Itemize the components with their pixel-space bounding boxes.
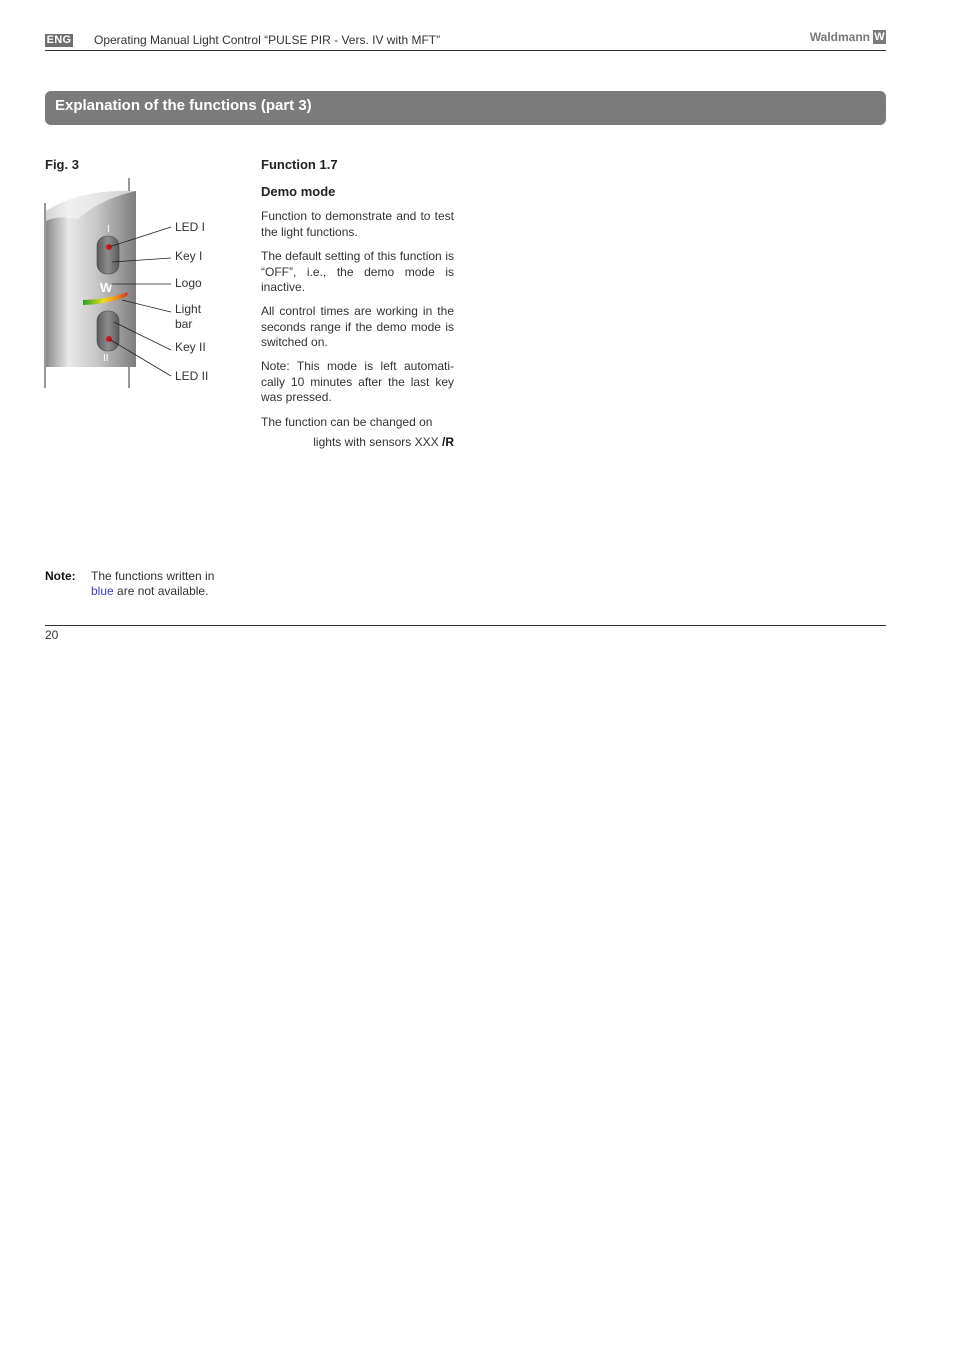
function-name: Demo mode [261, 184, 336, 199]
callout-key-2: Key II [175, 340, 206, 354]
brand [810, 30, 886, 44]
sensors-line [261, 435, 454, 451]
section-bar [45, 91, 886, 125]
function-paragraph: The function can be changed on [261, 415, 433, 429]
page-header [45, 30, 886, 51]
note-blue-word: blue [91, 584, 114, 598]
function-paragraph: All control times are working in the seconds range if the demo mode is switched on. [261, 304, 454, 349]
key-1-mark: I [107, 224, 110, 235]
page-number: 20 [45, 628, 59, 642]
control-panel-figure [40, 175, 220, 390]
document-title: Operating Manual Light Control “PULSE PIR - Vers. IV with MFT” [94, 33, 441, 47]
brand-name: Waldmann [809, 30, 870, 44]
brand-logo-icon: W [874, 31, 885, 43]
logo-mark: W [100, 280, 113, 295]
function-number: Function 1.7 [261, 157, 338, 172]
note-text-line2 [91, 584, 208, 599]
callout-light-bar-line2: bar [175, 317, 193, 331]
function-paragraph: Function to demonstrate and to test the light functions. [261, 209, 454, 239]
key-2-mark: II [103, 353, 109, 364]
sensors-text: lights with sensors XXX [313, 435, 439, 449]
note-text-line1: The functions written in [91, 569, 215, 583]
footer-rule [45, 625, 886, 626]
callout-light-bar-line1: Light [175, 302, 202, 316]
function-paragraph: Note: This mode is left automati-cally 10 minutes after the last key was pressed. [261, 359, 454, 404]
note-text-rest: are not available. [117, 584, 209, 598]
callout-light-bar [175, 302, 201, 332]
key-1-shape [97, 236, 119, 274]
callout-logo: Logo [175, 276, 202, 290]
callout-led-1: LED I [175, 220, 206, 234]
figure-label: Fig. 3 [45, 157, 79, 172]
function-paragraph: The default setting of this function is “OFF”, i.e., the demo mode is inactive. [261, 249, 454, 294]
callout-led-2: LED II [175, 369, 209, 383]
sensors-suffix: /R [442, 435, 454, 449]
callout-key-1: Key I [175, 249, 203, 263]
section-title: Explanation of the functions (part 3) [55, 97, 312, 114]
note-label: Note: [45, 569, 76, 583]
key-2-shape [97, 311, 119, 351]
language-badge: ENG [46, 34, 72, 46]
